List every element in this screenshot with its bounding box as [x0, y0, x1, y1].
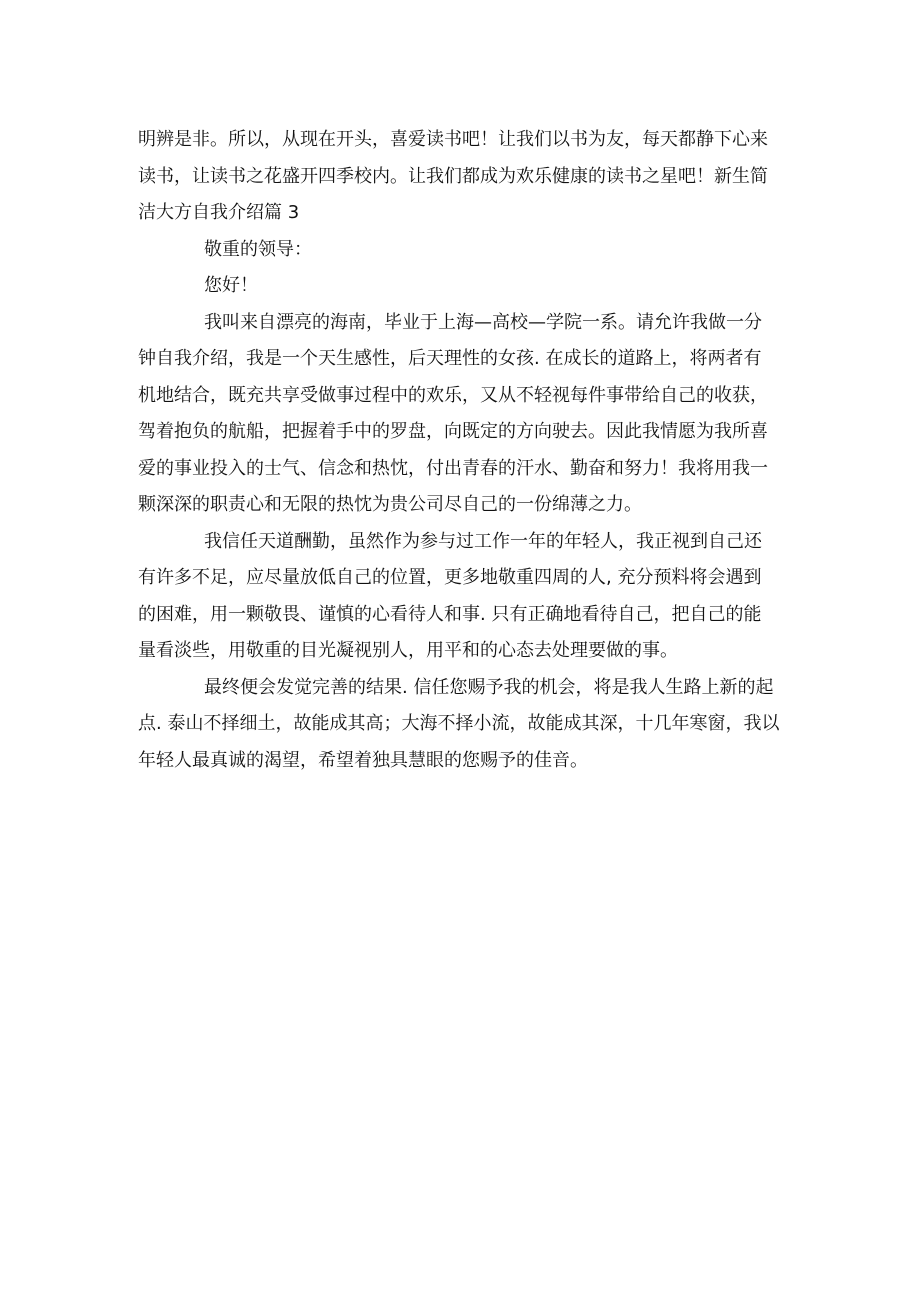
text-line: 点. 泰山不择细土，故能成其高；大海不择小流，故能成其深，十几年寒窗，我以 [138, 713, 780, 734]
text-line: 的困难，用一颗敬畏、谨慎的心看待人和事. 只有正确地看待自己，把自己的能 [138, 603, 762, 625]
text-line: 有许多不足，应尽量放低自己的位置，更多地敬重四周的人, 充分预料将会遇到 [138, 567, 762, 588]
paragraph-conclusion [138, 670, 793, 780]
text-line: 爱的事业投入的士气、信念和热忱，付出青春的汗水、勤奋和努力！我将用我一 [138, 457, 768, 479]
text-line: 钟自我介绍，我是一个天生感性，后天理性的女孩. 在成长的道路上，将两者有 [138, 348, 762, 369]
text-line: 颗深深的职责心和无限的热忱为贵公司尽自己的一份绵薄之力。 [138, 494, 642, 515]
text-line: 我叫来自漂亮的海南，毕业于上海—高校—学院一系。请允许我做一分 [204, 311, 762, 333]
text-line: 最终便会发觉完善的结果. 信任您赐予我的机会，将是我人生路上新的起 [204, 676, 774, 698]
text-line: 明辨是非。所以，从现在开头，喜爱读书吧！让我们以书为友，每天都静下心来 [138, 129, 768, 150]
paragraph-greeting [138, 268, 793, 305]
text-line: 年轻人最真诚的渴望，希望着独具慧眼的您赐予的佳音。 [138, 749, 588, 771]
text-line: 驾着抱负的航船，把握着手中的罗盘，向既定的方向驶去。因此我情愿为我所喜 [138, 421, 768, 442]
paragraph-diligence [138, 524, 793, 670]
text-line: 洁大方自我介绍篇 3 [138, 202, 300, 223]
text-line: 量看淡些，用敬重的目光凝视别人，用平和的心态去处理要做的事。 [138, 640, 678, 661]
text-line: 读书，让读书之花盛开四季校内。让我们都成为欢乐健康的读书之星吧！新生简 [138, 165, 768, 187]
paragraph-reading-closing [138, 122, 793, 232]
salutation-line: 敬重的领导： [204, 238, 312, 260]
paragraph-salutation [138, 232, 793, 269]
greeting-line: 您好！ [204, 275, 258, 296]
text-line: 机地结合，既充共享受做事过程中的欢乐，又从不轻视每件事带给自己的收获， [138, 384, 768, 406]
text-line: 我信任天道酬勤，虽然作为参与过工作一年的年轻人，我正视到自己还 [204, 530, 762, 552]
document-body [138, 122, 793, 779]
paragraph-introduction [138, 305, 793, 524]
